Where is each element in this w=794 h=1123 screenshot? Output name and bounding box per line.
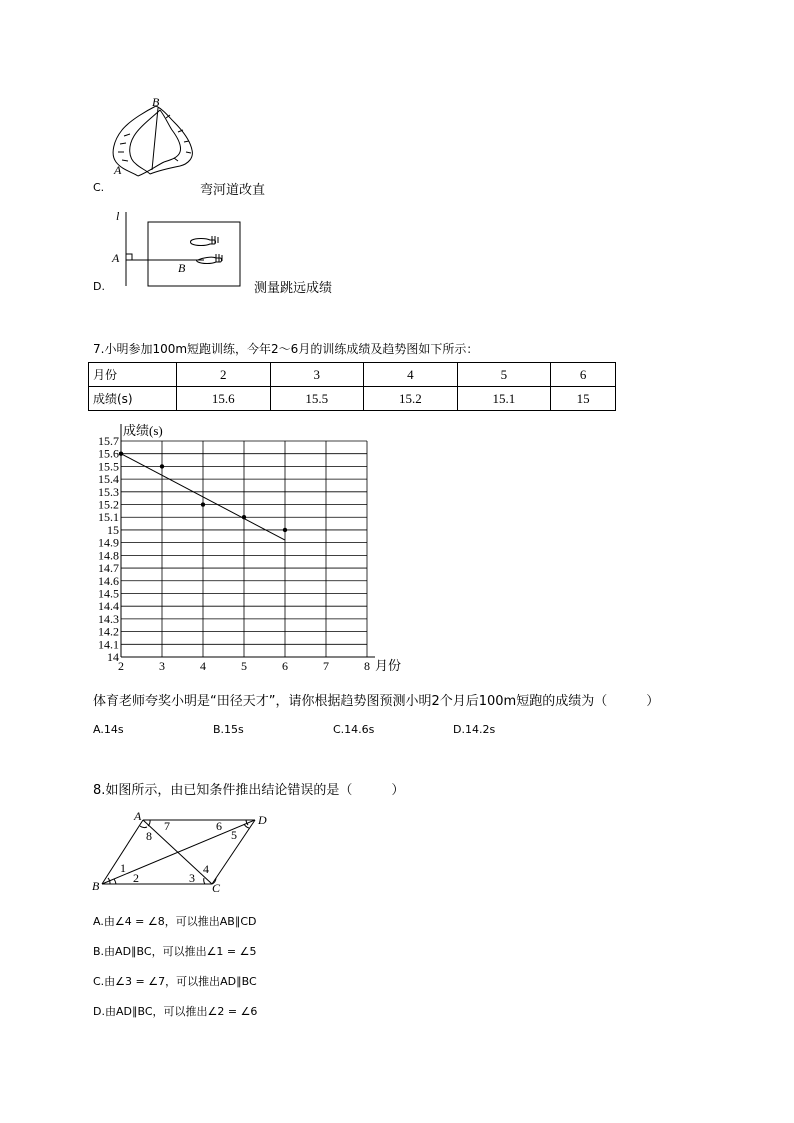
point-label-a: A bbox=[112, 251, 120, 265]
angle-6: 6 bbox=[216, 819, 222, 833]
data-point bbox=[160, 464, 164, 468]
table-cell: 15.1 bbox=[457, 387, 551, 411]
y-tick-label: 14.7 bbox=[98, 561, 119, 576]
q7-question: 体育老师夸奖小明是“田径天才”，请你根据趋势图预测小明2个月后100m短跑的成绩为（ ） bbox=[93, 694, 660, 709]
trend-chart bbox=[84, 420, 414, 676]
table-cell: 6 bbox=[551, 363, 616, 387]
q8-option-d[interactable]: D.由AD∥BC，可以推出∠2 = ∠6 bbox=[93, 1005, 258, 1018]
x-tick-label: 3 bbox=[159, 659, 165, 673]
angle-8: 8 bbox=[146, 829, 152, 843]
data-point bbox=[119, 452, 123, 456]
angle-4: 4 bbox=[203, 862, 209, 876]
q7-option-a[interactable]: A.14s bbox=[93, 723, 124, 736]
x-tick-label: 6 bbox=[282, 659, 288, 673]
q8-stem: 8.如图所示，由已知条件推出结论错误的是（ ） bbox=[93, 783, 405, 798]
y-tick-label: 14.3 bbox=[98, 611, 119, 626]
angle-1: 1 bbox=[120, 861, 126, 875]
river-label-b: B bbox=[152, 96, 160, 109]
option-d-caption: 测量跳远成绩 bbox=[254, 281, 333, 296]
y-tick-label: 14.1 bbox=[98, 637, 119, 652]
table-cell: 3 bbox=[270, 363, 364, 387]
y-tick-label: 15.5 bbox=[98, 459, 119, 474]
x-tick-label: 5 bbox=[241, 659, 247, 673]
q7-option-c[interactable]: C.14.6s bbox=[333, 723, 375, 736]
y-axis-label: 成绩(s) bbox=[123, 423, 163, 438]
table-row-scores bbox=[89, 387, 616, 411]
y-tick-label: 15.2 bbox=[98, 497, 119, 512]
data-point bbox=[283, 528, 287, 532]
y-tick-label: 14.9 bbox=[98, 535, 119, 550]
table-cell: 4 bbox=[364, 363, 458, 387]
angle-3: 3 bbox=[189, 871, 195, 885]
q8-option-b[interactable]: B.由AD∥BC，可以推出∠1 = ∠5 bbox=[93, 945, 257, 958]
parallelogram-figure bbox=[90, 808, 280, 894]
long-jump-figure bbox=[108, 206, 248, 290]
vertex-a: A bbox=[134, 809, 142, 823]
vertex-d: D bbox=[258, 813, 267, 827]
y-tick-label: 15.1 bbox=[98, 510, 119, 525]
y-tick-label: 14.5 bbox=[98, 586, 119, 601]
river-figure bbox=[108, 96, 208, 180]
angle-2: 2 bbox=[133, 871, 139, 885]
vertex-b: B bbox=[92, 879, 100, 893]
x-axis-label: 月份 bbox=[375, 658, 402, 673]
table-cell: 5 bbox=[457, 363, 551, 387]
q8-option-a[interactable]: A.由∠4 = ∠8，可以推出AB∥CD bbox=[93, 915, 257, 928]
vertex-c: C bbox=[212, 881, 221, 894]
table-row-months bbox=[89, 363, 616, 387]
point-label-b: B bbox=[178, 261, 186, 275]
x-tick-label: 7 bbox=[323, 659, 329, 673]
y-tick-label: 15.4 bbox=[98, 472, 119, 487]
q7-option-d[interactable]: D.14.2s bbox=[453, 723, 496, 736]
option-d-letter: D. bbox=[93, 280, 105, 293]
score-table bbox=[88, 362, 616, 411]
angle-7: 7 bbox=[164, 819, 170, 833]
y-tick-label: 15.7 bbox=[98, 434, 119, 448]
y-tick-label: 14.2 bbox=[98, 624, 119, 639]
table-header-month: 月份 bbox=[89, 363, 177, 387]
y-tick-label: 15 bbox=[107, 522, 119, 537]
y-tick-label: 15.6 bbox=[98, 446, 119, 461]
y-tick-label: 15.3 bbox=[98, 484, 119, 499]
y-tick-label: 14.6 bbox=[98, 573, 119, 588]
table-cell: 15.5 bbox=[270, 387, 364, 411]
x-tick-label: 4 bbox=[200, 659, 206, 673]
river-label-a: A bbox=[114, 163, 122, 177]
table-cell: 15 bbox=[551, 387, 616, 411]
data-point bbox=[242, 515, 246, 519]
option-c-caption: 弯河道改直 bbox=[200, 183, 266, 198]
x-tick-label: 8 bbox=[364, 659, 370, 673]
y-tick-label: 14.4 bbox=[98, 599, 119, 614]
table-cell: 15.6 bbox=[177, 387, 271, 411]
y-tick-label: 14 bbox=[107, 650, 119, 664]
table-cell: 2 bbox=[177, 363, 271, 387]
data-point bbox=[201, 502, 205, 506]
q7-option-b[interactable]: B.15s bbox=[213, 723, 244, 736]
angle-5: 5 bbox=[231, 828, 237, 842]
y-tick-label: 14.8 bbox=[98, 548, 119, 563]
x-tick-label: 2 bbox=[118, 659, 124, 673]
option-c-letter: C. bbox=[93, 181, 105, 194]
q7-stem: 7.小明参加100m短跑训练，今年2～6月的训练成绩及趋势图如下所示： bbox=[93, 342, 479, 356]
line-label-l: l bbox=[116, 209, 120, 223]
table-header-score: 成绩(s) bbox=[89, 387, 177, 411]
q8-option-c[interactable]: C.由∠3 = ∠7，可以推出AD∥BC bbox=[93, 975, 257, 988]
table-cell: 15.2 bbox=[364, 387, 458, 411]
